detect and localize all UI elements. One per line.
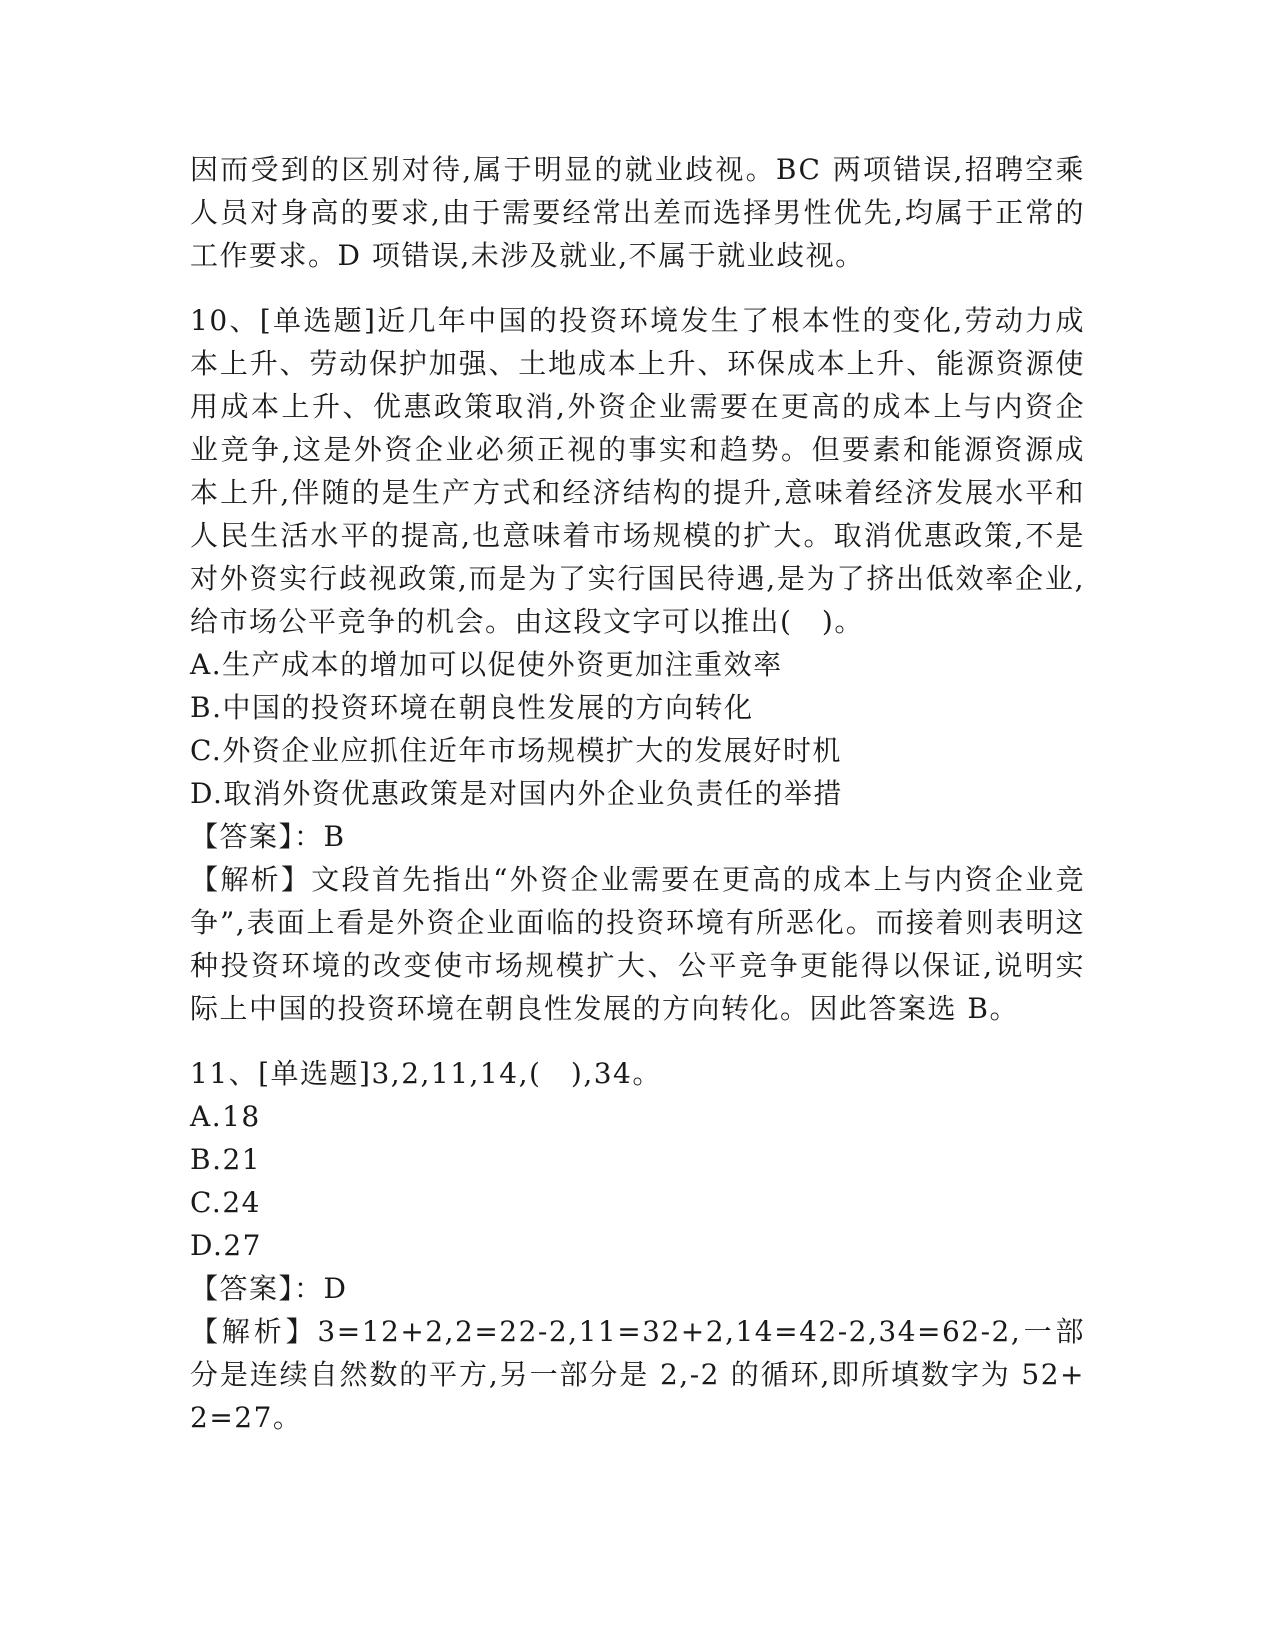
question-10 [190, 299, 1085, 1030]
document-page [190, 148, 1085, 1439]
question-11-option-b: B.21 [190, 1143, 262, 1176]
question-10-answer: 【答案】：B [190, 820, 346, 853]
spacer [190, 277, 1085, 299]
spacer [190, 1030, 1085, 1052]
question-10-option-a: A.生产成本的增加可以促使外资更加注重效率 [190, 648, 783, 681]
question-10-option-d: D.取消外资优惠政策是对国内外企业负责任的举措 [190, 777, 843, 810]
question-10-explanation: 【解析】文段首先指出“外资企业需要在更高的成本上与内资企业竞争”,表面上看是外资企业面临的投资环境有所恶化。而接着则表明这种投资环境的改变使市场规模扩大、公平竞争更能得以保证,说明实际上中国的投资环境在朝良性发展的方向转化。因此答案选 B。 [190, 863, 1085, 1025]
question-10-option-b: B.中国的投资环境在朝良性发展的方向转化 [190, 691, 754, 724]
previous-explanation-tail: 因而受到的区别对待,属于明显的就业歧视。BC 两项错误,招聘空乘人员对身高的要求,由于需要经常出差而选择男性优先,均属于正常的工作要求。D 项错误,未涉及就业,不属于就业歧视。 [190, 153, 1085, 272]
question-11 [190, 1052, 1085, 1439]
question-11-option-d: D.27 [190, 1229, 262, 1262]
question-11-option-a: A.18 [190, 1100, 261, 1133]
question-11-explanation: 【解析】3=12+2,2=22-2,11=32+2,14=42-2,34=62-2,一部分是连续自然数的平方,另一部分是 2,-2 的循环,即所填数字为 52+2=27。 [190, 1315, 1085, 1434]
question-10-option-c: C.外资企业应抓住近年市场规模扩大的发展好时机 [190, 734, 842, 767]
question-11-answer: 【答案】：D [190, 1272, 348, 1305]
question-11-stem: 11、[单选题]3,2,11,14,( ),34。 [190, 1057, 662, 1090]
question-10-stem: 10、[单选题]近几年中国的投资环境发生了根本性的变化,劳动力成本上升、劳动保护加强、土地成本上升、环保成本上升、能源资源使用成本上升、优惠政策取消,外资企业需要在更高的成本上与内资企业竞争,这是外资企业必须正视的事实和趋势。但要素和能源资源成本上升,伴随的是生产方式和经济结构的提升,意味着经济发展水平和人民生活水平的提高,也意味着市场规模的扩大。取消优惠政策,不是对外资实行歧视政策,而是为了实行国民待遇,是为了挤出低效率企业,给市场公平竞争的机会。由这段文字可以推出( )。 [190, 304, 1085, 638]
question-11-option-c: C.24 [190, 1186, 261, 1219]
